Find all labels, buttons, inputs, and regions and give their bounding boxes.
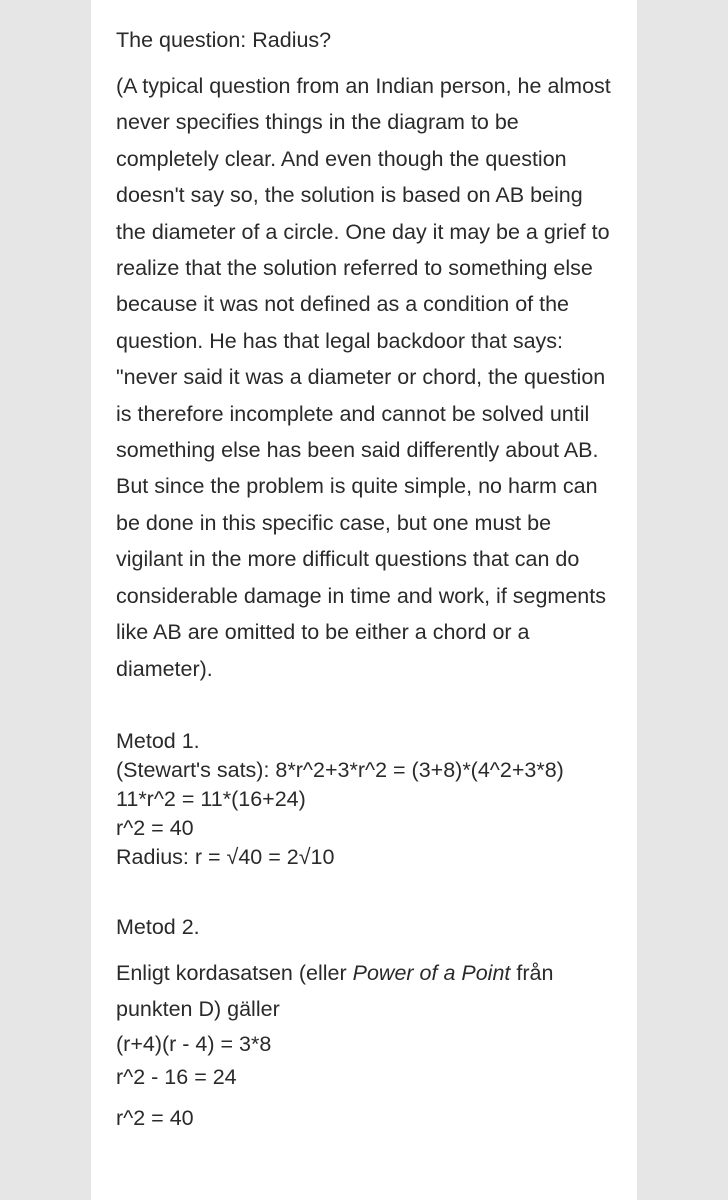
method-1-line: 11*r^2 = 11*(16+24) [116,786,306,811]
document-content [116,22,616,1135]
method-1-section [116,727,616,872]
method-1-line: Radius: r = √40 = 2√10 [116,844,335,869]
method-2-text-before: Enligt kordasatsen (eller [116,960,353,985]
method-2-line: r^2 - 16 = 24 [116,1064,237,1089]
document-page [91,0,637,1200]
method-1-heading: Metod 1. [116,728,200,753]
method-2-section [116,909,616,1135]
method-2-italic-term: Power of a Point [352,960,511,985]
method-2-line: r^2 = 40 [116,1105,194,1130]
intro-paragraph: (A typical question from an Indian person, he almost never specifies things in the diagram to be completely clear. And even though the question doesn't say so, the solution is based on AB being the diameter of a circle. One day it may be a grief to realize that the solution referred to something else because it was not defined as a condition of the question. He has that legal backdoor that says: "never said it was a diameter or chord, the question is therefore incomplete and cannot be solved until something else has been said differently about AB. But since the problem is quite simple, no harm can be done in this specific case, but one must be vigilant in the more difficult questions that can do considerable damage in time and work, if segments like AB are omitted to be either a chord or a diameter). [116,74,611,681]
method-2-line: (r+4)(r - 4) = 3*8 [116,1031,272,1056]
method-2-heading: Metod 2. [116,914,200,939]
question-title: The question: Radius? [116,28,332,52]
method-2-text-after: från punkten D) gäller [116,960,554,1021]
method-2-paragraph [116,955,616,1027]
method-1-line: (Stewart's sats): 8*r^2+3*r^2 = (3+8)*(4^2+3*8) [116,757,564,782]
method-1-line: r^2 = 40 [116,815,194,840]
